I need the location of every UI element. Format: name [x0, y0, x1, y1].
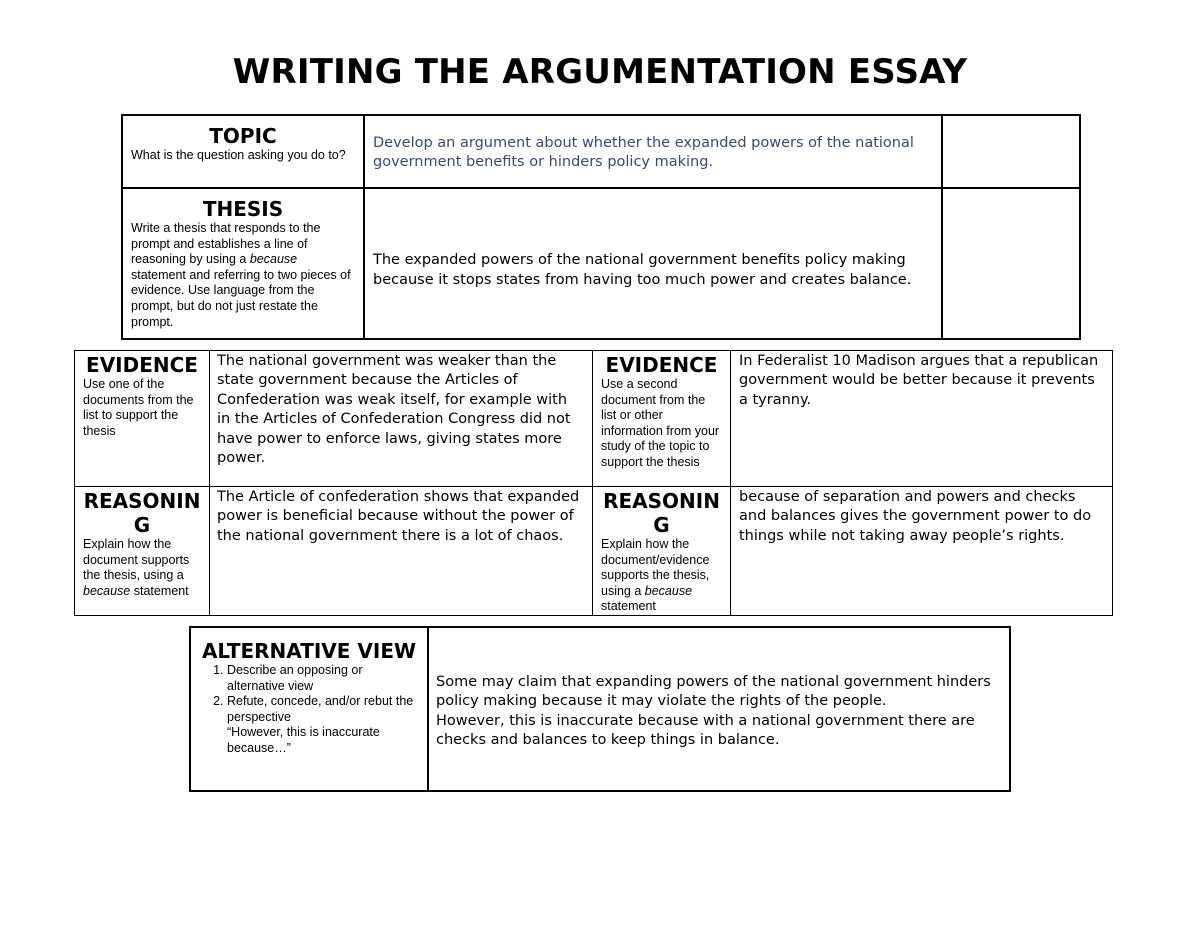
alternative-answer-line2: However, this is inaccurate because with a national government there are checks and balances to keep things in balance.	[436, 712, 975, 749]
evidence1-prompt: Use one of the documents from the list to support the thesis	[83, 377, 194, 438]
topic-thesis-table	[121, 114, 1081, 340]
reasoning2-label-cell	[593, 487, 731, 616]
thesis-row	[122, 188, 1080, 339]
evidence2-answer-cell	[731, 351, 1113, 487]
alternative-steps	[199, 663, 419, 757]
evidence-row	[75, 351, 1113, 487]
topic-answer-cell	[364, 115, 942, 188]
reasoning-row	[75, 487, 1113, 616]
reasoning1-label-cell	[75, 487, 210, 616]
reasoning1-answer: The Article of confederation shows that expanded power is beneficial because without the power of the national government there is a lot of chaos.	[217, 489, 580, 544]
alternative-answer-line1: Some may claim that expanding powers of the national government hinders policy making because it may violate the rights of the people.	[436, 674, 991, 710]
reasoning1-heading: REASONING	[83, 489, 201, 537]
thesis-label-cell	[122, 188, 364, 339]
topic-heading: TOPIC	[209, 124, 277, 148]
evidence2-label-cell	[593, 351, 731, 487]
reasoning2-answer: because of separation and powers and checks and balances gives the government power to do things while not taking away people’s rights.	[739, 489, 1092, 544]
topic-prompt: What is the question asking you do to?	[131, 148, 346, 162]
topic-row	[122, 115, 1080, 188]
evidence2-prompt: Use a second document from the list or other information from your study of the topic to support the thesis	[601, 377, 720, 469]
alternative-quote: “However, this is inaccurate because…”	[227, 725, 380, 755]
alternative-view-table	[189, 626, 1011, 792]
topic-extra-cell	[942, 115, 1080, 188]
thesis-answer: The expanded powers of the national government benefits policy making because it stops states from having too much power and creates balance.	[373, 252, 912, 288]
thesis-prompt: Write a thesis that responds to the prompt and establishes a line of reasoning by using a because statement and referring to two pieces of evidence. Use language from the prompt, but do not just restate the prompt.	[131, 221, 351, 329]
alternative-label-cell	[190, 627, 428, 791]
alternative-heading: ALTERNATIVE VIEW	[201, 639, 417, 663]
reasoning1-answer-cell	[210, 487, 593, 616]
thesis-heading: THESIS	[202, 197, 284, 221]
alternative-step: 1. Describe an opposing or alternative view	[227, 663, 419, 694]
reasoning1-prompt: Explain how the document supports the thesis, using a because statement	[83, 537, 190, 598]
evidence2-answer: In Federalist 10 Madison argues that a republican government would be better because it prevents a tyranny.	[739, 353, 1099, 408]
alternative-answer-cell	[428, 627, 1010, 791]
evidence-reasoning-table	[74, 350, 1113, 616]
topic-answer: Develop an argument about whether the expanded powers of the national government benefits or hinders policy making.	[373, 135, 914, 171]
thesis-answer-cell	[364, 188, 942, 339]
reasoning2-answer-cell	[731, 487, 1113, 616]
page-title: WRITING THE ARGUMENTATION ESSAY	[232, 52, 968, 92]
reasoning2-heading: REASONING	[603, 489, 720, 537]
topic-label-cell	[122, 115, 364, 188]
evidence1-answer: The national government was weaker than the state government because the Articles of Confederation was weak itself, for example with in the Articles of Confederation Congress did not have power to enforce laws, giving states more power.	[217, 353, 571, 467]
thesis-extra-cell	[942, 188, 1080, 339]
evidence1-heading: EVIDENCE	[86, 353, 198, 377]
evidence1-answer-cell	[210, 351, 593, 487]
evidence1-label-cell	[75, 351, 210, 487]
reasoning2-prompt: Explain how the document/evidence supports the thesis, using a because statement	[601, 537, 710, 614]
alternative-row	[190, 627, 1010, 791]
alternative-step: 2. Refute, concede, and/or rebut the perspective “However, this is inaccurate because…”	[227, 694, 419, 756]
evidence2-heading: EVIDENCE	[605, 353, 718, 377]
